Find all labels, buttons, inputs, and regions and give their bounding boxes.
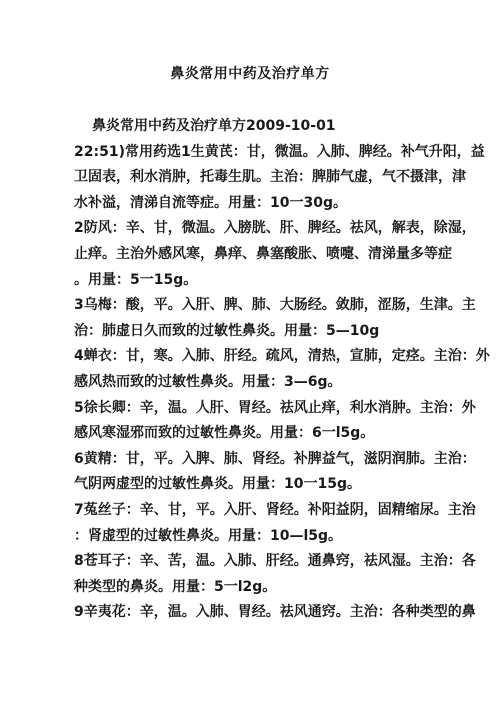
body-line: 9辛夷花：辛，温。入肺、胃经。祛风通窍。主治：各种类型的鼻 [74,604,476,621]
body-line: ：肾虚型的过敏性鼻炎。用量：10—l5g。 [74,527,343,544]
body-line: 。用量：5一15g。 [74,271,198,288]
body-line: 22:51)常用药选1生黄芪：甘，微温。入肺、脾经。补气升阳，益 [74,143,485,160]
body-line: 种类型的鼻炎。用量：5一l2g。 [74,578,277,595]
body-line: 气阴两虚型的过敏性鼻炎。用量：10一15g。 [74,476,361,493]
body-line: 4蝉衣：甘，寒。入肺、肝经。疏风，清热，宣肺，定痉。主治：外 [74,348,490,365]
body-line: 水补溢，清涕自流等症。用量：10一30g。 [74,194,347,211]
body-line: 治：肺虚日久而致的过敏性鼻炎。用量：5—10g [74,322,380,339]
body-line: 卫固表，利水消肿，托毒生肌。主治：脾肺气虚，气不摄津，津 [74,169,466,186]
document-title: 鼻炎常用中药及治疗单方 [170,66,330,82]
body-line: 止痒。主治外感风寒，鼻痒、鼻塞酸胀、喷嚏、清涕量多等症 [74,245,452,262]
body-line: 鼻炎常用中药及治疗单方2009-10-01 [92,118,336,134]
body-line: 7菟丝子：辛、甘，平。入肝、肾经。补阳益阴，固精缩尿。主治 [74,501,476,518]
body-line: 5徐长卿：辛，温。人肝、胃经。祛风止痒，利水消肿。主治：外 [74,399,476,416]
body-line: 感风热而致的过敏性鼻炎。用量：3—6g。 [74,373,342,390]
body-line: 6黄精：甘，平。入脾、肺、肾经。补脾益气，滋阴润肺。主治： [74,450,476,467]
body-line: 感风寒湿邪而致的过敏性鼻炎。用量：6一l5g。 [74,425,375,442]
body-line: 3乌梅：酸，平。入肝、脾、肺、大肠经。敛肺，涩肠，生津。主 [74,297,476,314]
body-line: 8苍耳子：辛、苦，温。入肺、肝经。通鼻窍，祛风湿。主治：各 [74,553,476,570]
document-body [74,114,490,626]
body-line: 2防风：辛、甘，微温。入膀胱、肝、脾经。祛风，解表，除湿， [74,220,476,237]
